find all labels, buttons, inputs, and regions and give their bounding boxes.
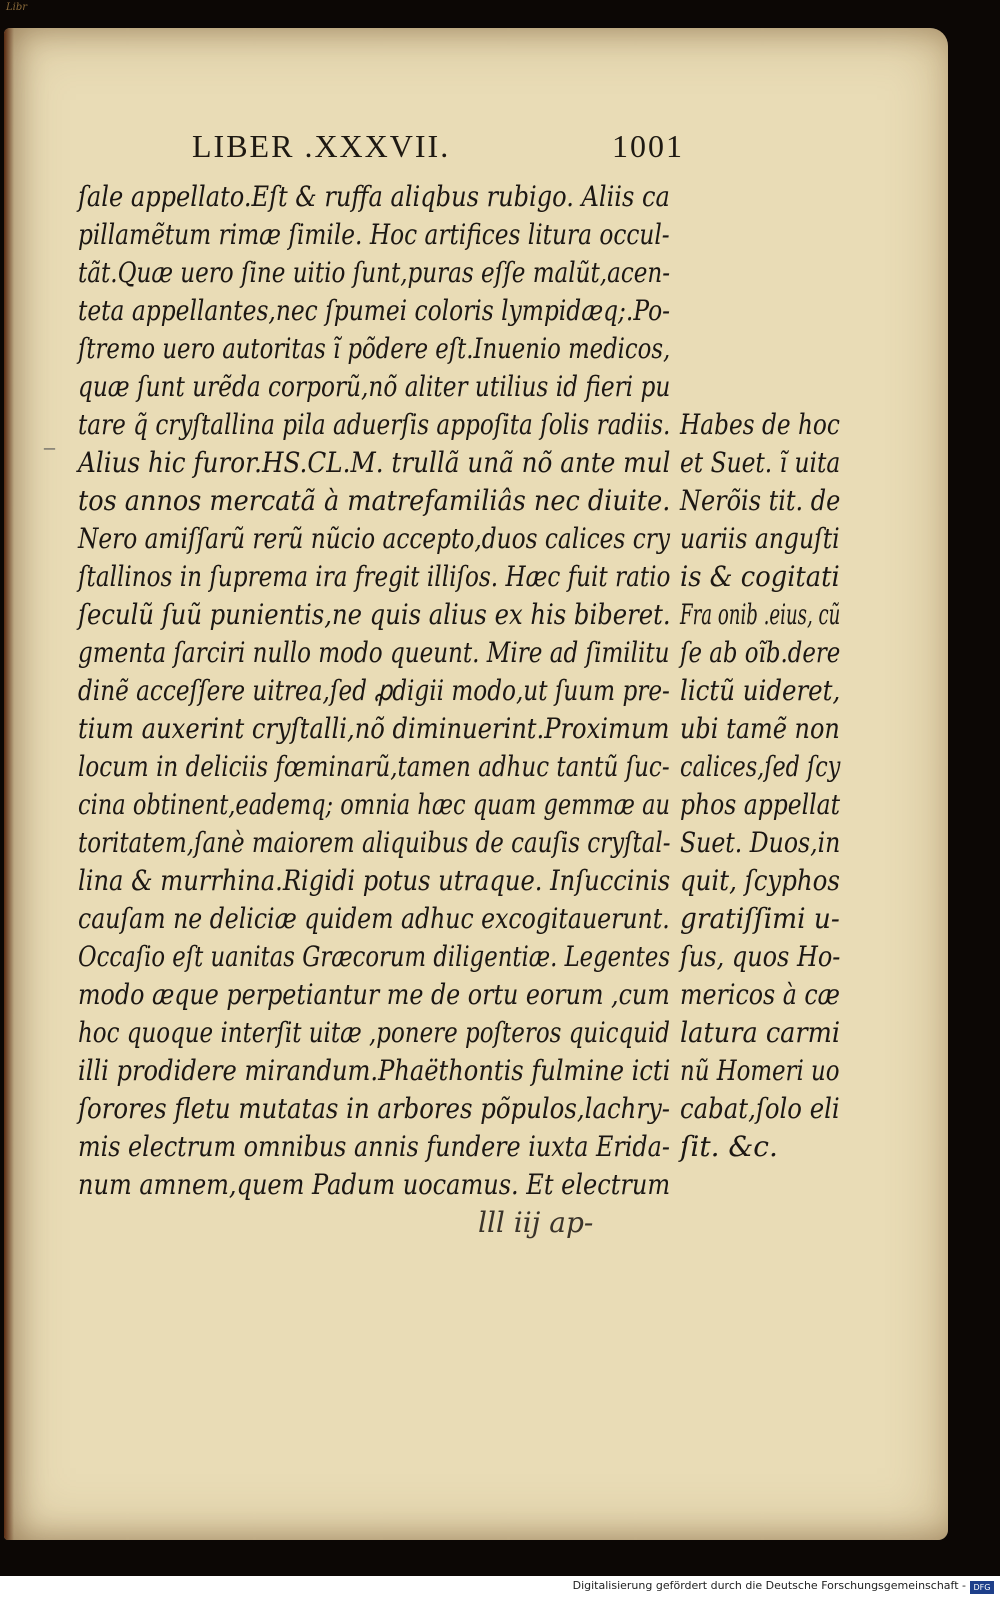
running-head: LIBER .XXXVII. [192, 128, 451, 164]
signature-mark: lll iij ap- [478, 1206, 594, 1239]
margin-note-line: et Suet. ĩ uita [680, 446, 841, 479]
margin-note-line: nũ Homeri uo [680, 1054, 840, 1087]
book-page [4, 28, 948, 1540]
main-line: num amnem,quem Padum uocamus. Et electrum [78, 1168, 671, 1201]
footer-bar [0, 1576, 1000, 1600]
main-line: locum in deliciis fœminarũ,tamen adhuc tantũ ſuc- [78, 750, 670, 783]
main-line: lina & murrhina.Rigidi potus utraque. Inſuccinis [78, 864, 671, 897]
margin-note-line: is & cogitati [680, 560, 840, 593]
margin-note-line: cabat,ſolo eli [680, 1092, 840, 1125]
main-line: tare q̃ cryſtallina pila aduerſis appoſita ſolis radiis. [78, 408, 671, 441]
main-line: dinẽ acceſſere uitrea,ſed ꝓdigii modo,ut ſuum pre- [78, 674, 670, 707]
main-line: ſorores fletu mutatas in arbores põpulos,lachry- [78, 1092, 671, 1125]
main-line: cauſam ne deliciæ quidem adhuc excogitauerunt. [78, 902, 670, 935]
main-line: ſale appellato.Eſt & ruffa aliqbus rubigo. Aliis ca [78, 180, 670, 213]
margin-note-line: ubi tamẽ non [680, 712, 840, 745]
margin-note-line: latura carmi [680, 1016, 841, 1049]
main-line: mis electrum omnibus annis fundere iuxta Erida- [78, 1130, 670, 1163]
margin-dash-mark: – [44, 434, 55, 459]
main-line: toritatem,ſanè maiorem aliquibus de cauſis cryſtal- [78, 826, 671, 859]
margin-note-line: Habes de hoc [680, 408, 840, 441]
margin-note-line: Fra onib .eius, cũ [680, 598, 841, 631]
main-line: cina obtinent,eademq; omnia hæc quam gemmæ au [78, 788, 670, 821]
page-header [0, 128, 1000, 168]
main-line: tos annos mercatã à matrefamiliâs nec diuite. [78, 484, 671, 517]
margin-note-line: uariis anguſti [680, 522, 840, 555]
main-line: Alius hic furor.HS.CL.M. trullã unã nõ ante mul [78, 446, 671, 479]
margin-note-line: gratiſſimi u- [680, 902, 840, 935]
folio-number: 1001 [612, 128, 684, 164]
margin-note-line: ſus, quos Ho- [680, 940, 841, 973]
main-line: Nero amiſſarũ rerũ nũcio accepto,duos calices cry [78, 522, 670, 555]
margin-note-line: calices,ſed ſcy [680, 750, 841, 783]
main-line: tium auxerint cryſtalli,nõ diminuerint.Proximum [78, 712, 670, 745]
scan-mark: Libr [6, 2, 28, 13]
main-line: pillamẽtum rimæ ſimile. Hoc artifices litura occul- [78, 218, 670, 251]
footer-credit: Digitalisierung gefördert durch die Deutsche Forschungsgemeinschaft - [572, 1579, 966, 1592]
main-line: ſtremo uero autoritas ĩ põdere eſt.Inuenio medicos, [78, 332, 671, 365]
margin-note-line: phos appellat [680, 788, 841, 821]
main-line: teta appellantes,nec ſpumei coloris lympidæq;.Po- [78, 294, 671, 327]
dfg-logo: DFG [970, 1581, 994, 1594]
main-line: quæ ſunt urẽda corporũ,nõ aliter utilius id fieri pu [78, 370, 671, 403]
main-line: hoc quoque interſit uitæ ,ponere poſteros quicquid [78, 1016, 670, 1049]
margin-note-line: ſe ab oĩb.dere [680, 636, 841, 669]
main-line: tãt.Quæ uero ſine uitio ſunt,puras eſſe malũt,acen- [78, 256, 670, 289]
margin-note-line: mericos à cæ [680, 978, 840, 1011]
main-line: illi prodidere mirandum.Phaëthontis fulmine icti [78, 1054, 671, 1087]
main-line: Occaſio eſt uanitas Græcorum diligentiæ. Legentes [78, 940, 671, 973]
main-line: ſtallinos in ſuprema ira fregit illiſos. Hæc fuit ratio [78, 560, 671, 593]
margin-note-line: quit, ſcyphos [680, 864, 840, 897]
margin-note-line: ſit. &c. [680, 1130, 778, 1163]
main-line: modo æque perpetiantur me de ortu eorum ,cum [78, 978, 670, 1011]
main-line: gmenta ſarciri nullo modo queunt. Mire ad ſimilitu [78, 636, 670, 669]
margin-note-line: lictũ uideret, [680, 674, 841, 707]
main-line: ſeculũ ſuũ punientis,ne quis alius ex his biberet. [78, 598, 671, 631]
margin-note-line: Nerõis tit. de [680, 484, 841, 517]
margin-note-line: Suet. Duos,in [680, 826, 841, 859]
